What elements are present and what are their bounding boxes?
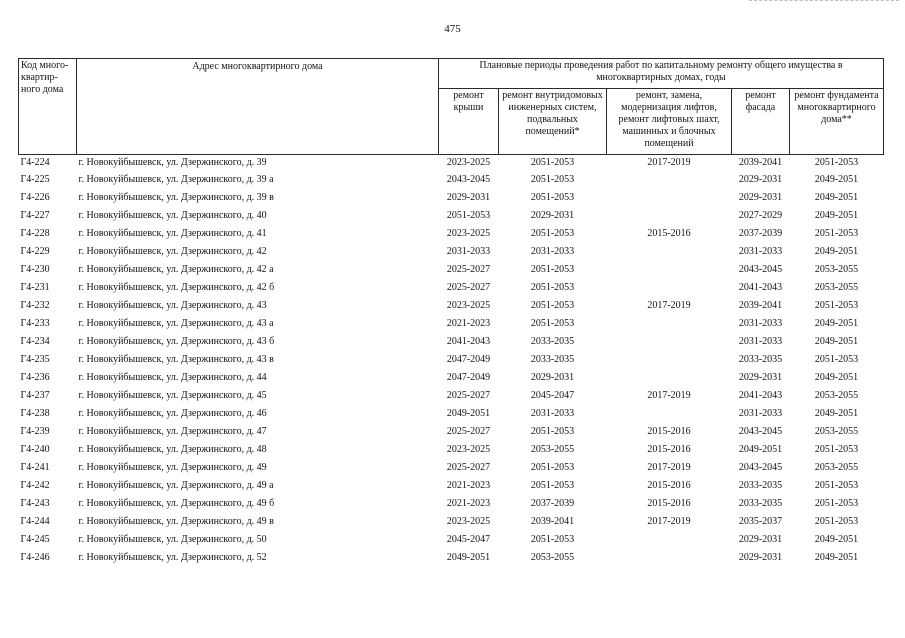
house-code: Г4-239 (20, 426, 50, 437)
house-address: г. Новокуйбышевск, ул. Дзержинского, д. 47 (78, 426, 267, 437)
engineering-period: 2053-2055 (530, 552, 575, 563)
facade-period: 2039-2041 (738, 157, 783, 168)
house-address: г. Новокуйбышевск, ул. Дзержинского, д. 43 (78, 300, 267, 311)
house-address: г. Новокуйбышевск, ул. Дзержинского, д. 49 а (78, 480, 274, 491)
roof-period: 2021-2023 (446, 480, 491, 491)
foundation-period: 2049-2051 (814, 408, 859, 419)
foundation-period: 2051-2053 (814, 157, 859, 168)
lifts-period (607, 369, 732, 387)
engineering-period: 2031-2033 (530, 408, 575, 419)
lifts-period (607, 531, 732, 549)
facade-period: 2031-2033 (738, 336, 783, 347)
engineering-period: 2029-2031 (530, 210, 575, 221)
roof-period: 2025-2027 (446, 282, 491, 293)
facade-period: 2037-2039 (738, 228, 783, 239)
lifts-period: 2017-2019 (647, 462, 691, 473)
house-code: Г4-233 (20, 318, 50, 329)
lifts-period: 2015-2016 (647, 480, 691, 491)
engineering-period: 2051-2053 (530, 157, 575, 168)
table-row (19, 189, 884, 207)
engineering-period: 2051-2053 (530, 300, 575, 311)
house-address: г. Новокуйбышевск, ул. Дзержинского, д. 49 в (78, 516, 274, 527)
roof-period: 2025-2027 (446, 390, 491, 401)
house-address: г. Новокуйбышевск, ул. Дзержинского, д. 43 в (78, 354, 274, 365)
house-code: Г4-244 (20, 516, 50, 527)
facade-period: 2027-2029 (738, 210, 783, 221)
lifts-period: 2017-2019 (647, 300, 691, 311)
engineering-period: 2051-2053 (530, 480, 575, 491)
house-code: Г4-232 (20, 300, 50, 311)
foundation-period: 2049-2051 (814, 534, 859, 545)
house-code: Г4-228 (20, 228, 50, 239)
house-address: г. Новокуйбышевск, ул. Дзержинского, д. 50 (78, 534, 267, 545)
house-code: Г4-242 (20, 480, 50, 491)
table-row (19, 297, 884, 315)
facade-period: 2041-2043 (738, 390, 783, 401)
house-code: Г4-241 (20, 462, 50, 473)
roof-period: 2047-2049 (446, 354, 491, 365)
table-row (19, 459, 884, 477)
engineering-period: 2029-2031 (530, 372, 575, 383)
roof-period: 2023-2025 (446, 444, 491, 455)
table-row (19, 279, 884, 297)
house-address: г. Новокуйбышевск, ул. Дзержинского, д. 45 (78, 390, 267, 401)
table-body (19, 155, 884, 568)
roof-period: 2045-2047 (446, 534, 491, 545)
lifts-period: 2017-2019 (647, 157, 691, 168)
roof-period: 2031-2033 (446, 246, 491, 257)
header-code: Код много-квартир-ного дома (19, 59, 77, 155)
page-number: 475 (444, 23, 461, 35)
house-address: г. Новокуйбышевск, ул. Дзержинского, д. 46 (78, 408, 267, 419)
lifts-period: 2015-2016 (647, 498, 691, 509)
house-code: Г4-234 (20, 336, 50, 347)
table-row (19, 477, 884, 495)
table-row (19, 333, 884, 351)
roof-period: 2023-2025 (446, 228, 491, 239)
house-address: г. Новокуйбышевск, ул. Дзержинского, д. 43 а (78, 318, 274, 329)
table-header (19, 59, 884, 155)
roof-period: 2025-2027 (446, 462, 491, 473)
header-facade: ремонт фасада (732, 89, 790, 155)
lifts-period (607, 405, 732, 423)
foundation-period: 2051-2053 (814, 516, 859, 527)
engineering-period: 2051-2053 (530, 174, 575, 185)
roof-period: 2041-2043 (446, 336, 491, 347)
house-address: г. Новокуйбышевск, ул. Дзержинского, д. 39 а (78, 174, 274, 185)
roof-period: 2043-2045 (446, 174, 491, 185)
header-periods: Плановые периоды проведения работ по капитальному ремонту общего имущества в многоквартирных домах, годы (439, 59, 884, 89)
lifts-period (607, 279, 732, 297)
facade-period: 2031-2033 (738, 246, 783, 257)
facade-period: 2029-2031 (738, 192, 783, 203)
foundation-period: 2049-2051 (814, 210, 859, 221)
roof-period: 2049-2051 (446, 552, 491, 563)
house-address: г. Новокуйбышевск, ул. Дзержинского, д. 42 б (78, 282, 275, 293)
lifts-period: 2017-2019 (647, 516, 691, 527)
table-row (19, 315, 884, 333)
lifts-period (607, 333, 732, 351)
house-address: г. Новокуйбышевск, ул. Дзержинского, д. 40 (78, 210, 267, 221)
house-code: Г4-224 (20, 157, 50, 168)
engineering-period: 2051-2053 (530, 534, 575, 545)
table-row (19, 261, 884, 279)
house-address: г. Новокуйбышевск, ул. Дзержинского, д. 49 (78, 462, 267, 473)
engineering-period: 2045-2047 (530, 390, 575, 401)
house-address: г. Новокуйбышевск, ул. Дзержинского, д. 39 (78, 157, 267, 168)
foundation-period: 2053-2055 (814, 426, 859, 437)
roof-period: 2025-2027 (446, 426, 491, 437)
facade-period: 2041-2043 (738, 282, 783, 293)
house-address: г. Новокуйбышевск, ул. Дзержинского, д. 41 (78, 228, 267, 239)
house-address: г. Новокуйбышевск, ул. Дзержинского, д. 39 в (78, 192, 274, 203)
header-address: Адрес многоквартирного дома (77, 59, 439, 155)
house-address: г. Новокуйбышевск, ул. Дзержинского, д. 42 а (78, 264, 274, 275)
lifts-period: 2017-2019 (647, 390, 691, 401)
table-row (19, 441, 884, 459)
engineering-period: 2033-2035 (530, 336, 575, 347)
engineering-period: 2051-2053 (530, 192, 575, 203)
foundation-period: 2053-2055 (814, 282, 859, 293)
house-address: г. Новокуйбышевск, ул. Дзержинского, д. 49 б (78, 498, 275, 509)
facade-period: 2043-2045 (738, 426, 783, 437)
house-code: Г4-240 (20, 444, 50, 455)
table-row (19, 155, 884, 172)
foundation-period: 2053-2055 (814, 462, 859, 473)
house-code: Г4-229 (20, 246, 50, 257)
roof-period: 2049-2051 (446, 408, 491, 419)
table-row (19, 423, 884, 441)
roof-period: 2021-2023 (446, 318, 491, 329)
table-row (19, 531, 884, 549)
roof-period: 2023-2025 (446, 300, 491, 311)
facade-period: 2035-2037 (738, 516, 783, 527)
foundation-period: 2049-2051 (814, 552, 859, 563)
scan-artifact (749, 0, 899, 4)
engineering-period: 2051-2053 (530, 282, 575, 293)
table-row (19, 351, 884, 369)
foundation-period: 2049-2051 (814, 318, 859, 329)
house-address: г. Новокуйбышевск, ул. Дзержинского, д. 43 б (78, 336, 275, 347)
header-foundation: ремонт фундамента многоквартирного дома** (790, 89, 884, 155)
engineering-period: 2051-2053 (530, 462, 575, 473)
engineering-period: 2037-2039 (530, 498, 575, 509)
facade-period: 2033-2035 (738, 498, 783, 509)
house-code: Г4-225 (20, 174, 50, 185)
foundation-period: 2051-2053 (814, 480, 859, 491)
house-address: г. Новокуйбышевск, ул. Дзержинского, д. 44 (78, 372, 267, 383)
header-lifts: ремонт, замена, модернизация лифтов, ремонт лифтовых шахт, машинных и блочных помещений (607, 89, 732, 155)
roof-period: 2029-2031 (446, 192, 491, 203)
facade-period: 2033-2035 (738, 354, 783, 365)
facade-period: 2043-2045 (738, 264, 783, 275)
lifts-period: 2015-2016 (647, 444, 691, 455)
facade-period: 2029-2031 (738, 372, 783, 383)
lifts-period (607, 207, 732, 225)
engineering-period: 2039-2041 (530, 516, 575, 527)
table-row (19, 207, 884, 225)
facade-period: 2033-2035 (738, 480, 783, 491)
engineering-period: 2031-2033 (530, 246, 575, 257)
roof-period: 2023-2025 (446, 516, 491, 527)
table-row (19, 405, 884, 423)
roof-period: 2025-2027 (446, 264, 491, 275)
foundation-period: 2051-2053 (814, 498, 859, 509)
engineering-period: 2051-2053 (530, 426, 575, 437)
foundation-period: 2053-2055 (814, 390, 859, 401)
lifts-period (607, 549, 732, 567)
lifts-period (607, 243, 732, 261)
lifts-period: 2015-2016 (647, 228, 691, 239)
house-address: г. Новокуйбышевск, ул. Дзержинского, д. 52 (78, 552, 267, 563)
house-code: Г4-235 (20, 354, 50, 365)
house-code: Г4-231 (20, 282, 50, 293)
house-code: Г4-246 (20, 552, 50, 563)
engineering-period: 2051-2053 (530, 228, 575, 239)
header-roof: ремонт крыши (439, 89, 499, 155)
facade-period: 2031-2033 (738, 318, 783, 329)
engineering-period: 2051-2053 (530, 264, 575, 275)
table-row (19, 387, 884, 405)
foundation-period: 2051-2053 (814, 444, 859, 455)
facade-period: 2029-2031 (738, 174, 783, 185)
foundation-period: 2049-2051 (814, 174, 859, 185)
house-code: Г4-226 (20, 192, 50, 203)
foundation-period: 2051-2053 (814, 354, 859, 365)
table-row (19, 243, 884, 261)
table-row (19, 513, 884, 531)
facade-period: 2029-2031 (738, 534, 783, 545)
table-row (19, 171, 884, 189)
foundation-period: 2049-2051 (814, 192, 859, 203)
facade-period: 2029-2031 (738, 552, 783, 563)
foundation-period: 2049-2051 (814, 336, 859, 347)
facade-period: 2043-2045 (738, 462, 783, 473)
house-code: Г4-236 (20, 372, 50, 383)
table-row (19, 495, 884, 513)
foundation-period: 2051-2053 (814, 228, 859, 239)
foundation-period: 2049-2051 (814, 372, 859, 383)
repair-schedule-table (18, 58, 884, 567)
house-code: Г4-238 (20, 408, 50, 419)
engineering-period: 2053-2055 (530, 444, 575, 455)
roof-period: 2051-2053 (446, 210, 491, 221)
lifts-period (607, 189, 732, 207)
table-row (19, 549, 884, 567)
facade-period: 2039-2041 (738, 300, 783, 311)
house-address: г. Новокуйбышевск, ул. Дзержинского, д. 42 (78, 246, 267, 257)
roof-period: 2021-2023 (446, 498, 491, 509)
facade-period: 2049-2051 (738, 444, 783, 455)
engineering-period: 2051-2053 (530, 318, 575, 329)
lifts-period (607, 261, 732, 279)
house-code: Г4-230 (20, 264, 50, 275)
house-code: Г4-237 (20, 390, 50, 401)
table-row (19, 369, 884, 387)
roof-period: 2023-2025 (446, 157, 491, 168)
foundation-period: 2053-2055 (814, 264, 859, 275)
lifts-period (607, 171, 732, 189)
foundation-period: 2049-2051 (814, 246, 859, 257)
house-code: Г4-243 (20, 498, 50, 509)
house-code: Г4-227 (20, 210, 50, 221)
house-address: г. Новокуйбышевск, ул. Дзержинского, д. 48 (78, 444, 267, 455)
lifts-period (607, 315, 732, 333)
foundation-period: 2051-2053 (814, 300, 859, 311)
header-engineering: ремонт внутридомовых инженерных систем, подвальных помещений* (499, 89, 607, 155)
facade-period: 2031-2033 (738, 408, 783, 419)
table-row (19, 225, 884, 243)
lifts-period: 2015-2016 (647, 426, 691, 437)
engineering-period: 2033-2035 (530, 354, 575, 365)
house-code: Г4-245 (20, 534, 50, 545)
lifts-period (607, 351, 732, 369)
roof-period: 2047-2049 (446, 372, 491, 383)
